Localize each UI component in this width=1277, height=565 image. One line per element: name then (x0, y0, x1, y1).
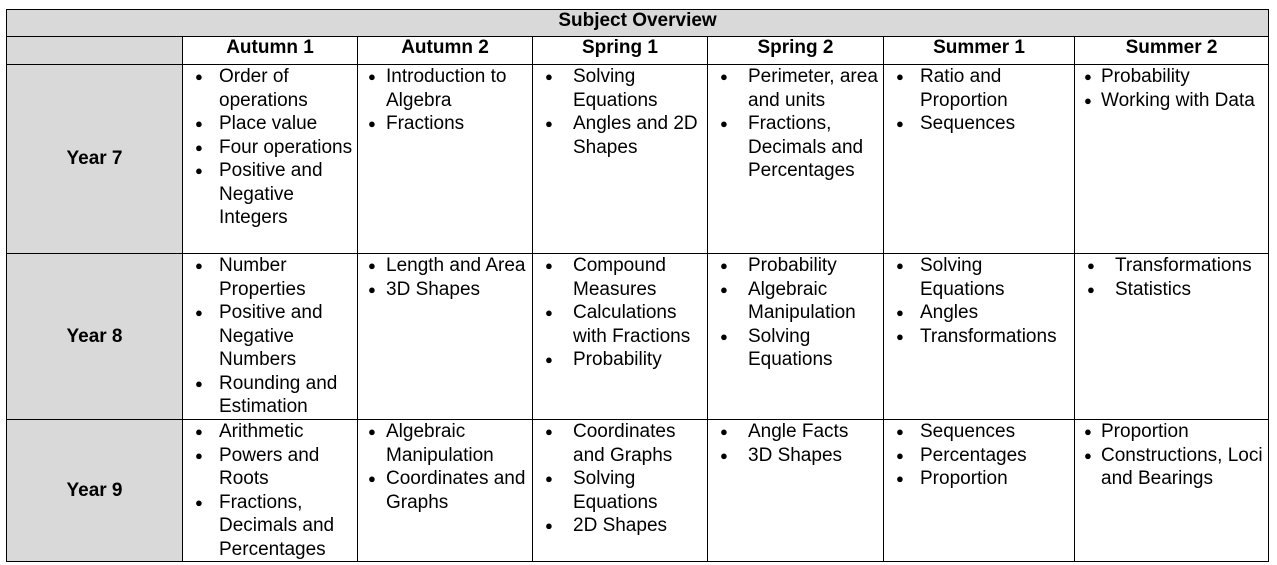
topic-item: ● Four operations (183, 136, 357, 160)
topic-item: ● Constructions, Loci and Bearings (1075, 444, 1268, 491)
topic-cell (708, 420, 884, 562)
topic-item: ● 3D Shapes (358, 278, 532, 302)
term-header-summer-2: Summer 2 (1075, 37, 1269, 65)
topic-item: ● Number Properties (183, 254, 357, 301)
topic-cell (358, 254, 533, 420)
topic-item: ● Coordinates and Graphs (533, 420, 707, 467)
topic-list (1075, 65, 1268, 112)
topic-item: ● Positive and Negative Integers (183, 159, 357, 230)
topic-cell (183, 420, 358, 562)
year-label: Year 7 (7, 65, 183, 254)
topic-item: ● Probability (533, 348, 707, 372)
topic-item: ● Compound Measures (533, 254, 707, 301)
topic-item: ● Algebraic Manipulation (358, 420, 532, 467)
topic-list (533, 65, 707, 159)
topic-list (183, 65, 357, 230)
topic-item: ● Sequences (884, 420, 1074, 444)
topic-item: ● Angle Facts (708, 420, 883, 444)
topic-cell (183, 65, 358, 254)
topic-item: ● Place value (183, 112, 357, 136)
topic-list (708, 254, 883, 372)
topic-cell (884, 65, 1075, 254)
topic-cell (884, 254, 1075, 420)
topic-cell (533, 65, 708, 254)
topic-list (708, 420, 883, 467)
topic-cell (1075, 254, 1269, 420)
topic-item: ● Order of operations (183, 65, 357, 112)
topic-item: ● Fractions (358, 112, 532, 136)
topic-item: ● Rounding and Estimation (183, 372, 357, 419)
year-label: Year 9 (7, 420, 183, 562)
topic-item: ● Introduction to Algebra (358, 65, 532, 112)
topic-list (884, 420, 1074, 491)
topic-cell (358, 420, 533, 562)
topic-item: ● Probability (1075, 65, 1268, 89)
topic-item: ● Proportion (884, 467, 1074, 491)
topic-item: ● Solving Equations (533, 467, 707, 514)
topic-list (884, 254, 1074, 348)
topic-item: ● Algebraic Manipulation (708, 278, 883, 325)
topic-list (884, 65, 1074, 136)
topic-item: ● Sequences (884, 112, 1074, 136)
topic-item: ● Length and Area (358, 254, 532, 278)
term-header-autumn-2: Autumn 2 (358, 37, 533, 65)
year-row-8 (7, 254, 1269, 420)
topic-item: ● Probability (708, 254, 883, 278)
topic-item: ● Solving Equations (533, 65, 707, 112)
term-header-autumn-1: Autumn 1 (183, 37, 358, 65)
topic-item: ● Ratio and Proportion (884, 65, 1074, 112)
table-title: Subject Overview (7, 10, 1269, 37)
topic-list (358, 254, 532, 301)
topic-list (533, 420, 707, 538)
topic-list (1075, 420, 1268, 491)
topic-item: ● 3D Shapes (708, 444, 883, 468)
topic-cell (708, 254, 884, 420)
topic-item: ● Arithmetic (183, 420, 357, 444)
topic-cell (884, 420, 1075, 562)
topic-item: ● Solving Equations (884, 254, 1074, 301)
topic-item: ● Coordinates and Graphs (358, 467, 532, 514)
topic-item: ● Calculations with Fractions (533, 301, 707, 348)
topic-list (533, 254, 707, 372)
term-header-spring-1: Spring 1 (533, 37, 708, 65)
topic-cell (708, 65, 884, 254)
topic-list (183, 254, 357, 419)
topic-item: ● Perimeter, area and units (708, 65, 883, 112)
topic-item: ● Statistics (1075, 278, 1268, 302)
topic-item: ● Fractions, Decimals and Percentages (708, 112, 883, 183)
header-row (7, 37, 1269, 65)
topic-item: ● Transformations (884, 325, 1074, 349)
topic-item: ● Fractions, Decimals and Percentages (183, 491, 357, 562)
topic-item: ● Positive and Negative Numbers (183, 301, 357, 372)
topic-item: ● 2D Shapes (533, 514, 707, 538)
topic-list (708, 65, 883, 183)
topic-list (358, 65, 532, 136)
year-label: Year 8 (7, 254, 183, 420)
topic-item: ● Angles and 2D Shapes (533, 112, 707, 159)
topic-item: ● Percentages (884, 444, 1074, 468)
topic-list (1075, 254, 1268, 301)
topic-cell (1075, 65, 1269, 254)
title-row (7, 10, 1269, 37)
subject-overview-table (6, 9, 1269, 562)
topic-cell (533, 420, 708, 562)
topic-cell (533, 254, 708, 420)
topic-cell (183, 254, 358, 420)
year-row-9 (7, 420, 1269, 562)
topic-list (183, 420, 357, 561)
term-header-spring-2: Spring 2 (708, 37, 884, 65)
topic-list (358, 420, 532, 514)
term-header-summer-1: Summer 1 (884, 37, 1075, 65)
header-corner-cell (7, 37, 183, 65)
topic-item: ● Angles (884, 301, 1074, 325)
year-row-7 (7, 65, 1269, 254)
topic-cell (358, 65, 533, 254)
topic-item: ● Proportion (1075, 420, 1268, 444)
topic-item: ● Solving Equations (708, 325, 883, 372)
topic-cell (1075, 420, 1269, 562)
topic-item: ● Transformations (1075, 254, 1268, 278)
topic-item: ● Working with Data (1075, 89, 1268, 113)
topic-item: ● Powers and Roots (183, 444, 357, 491)
